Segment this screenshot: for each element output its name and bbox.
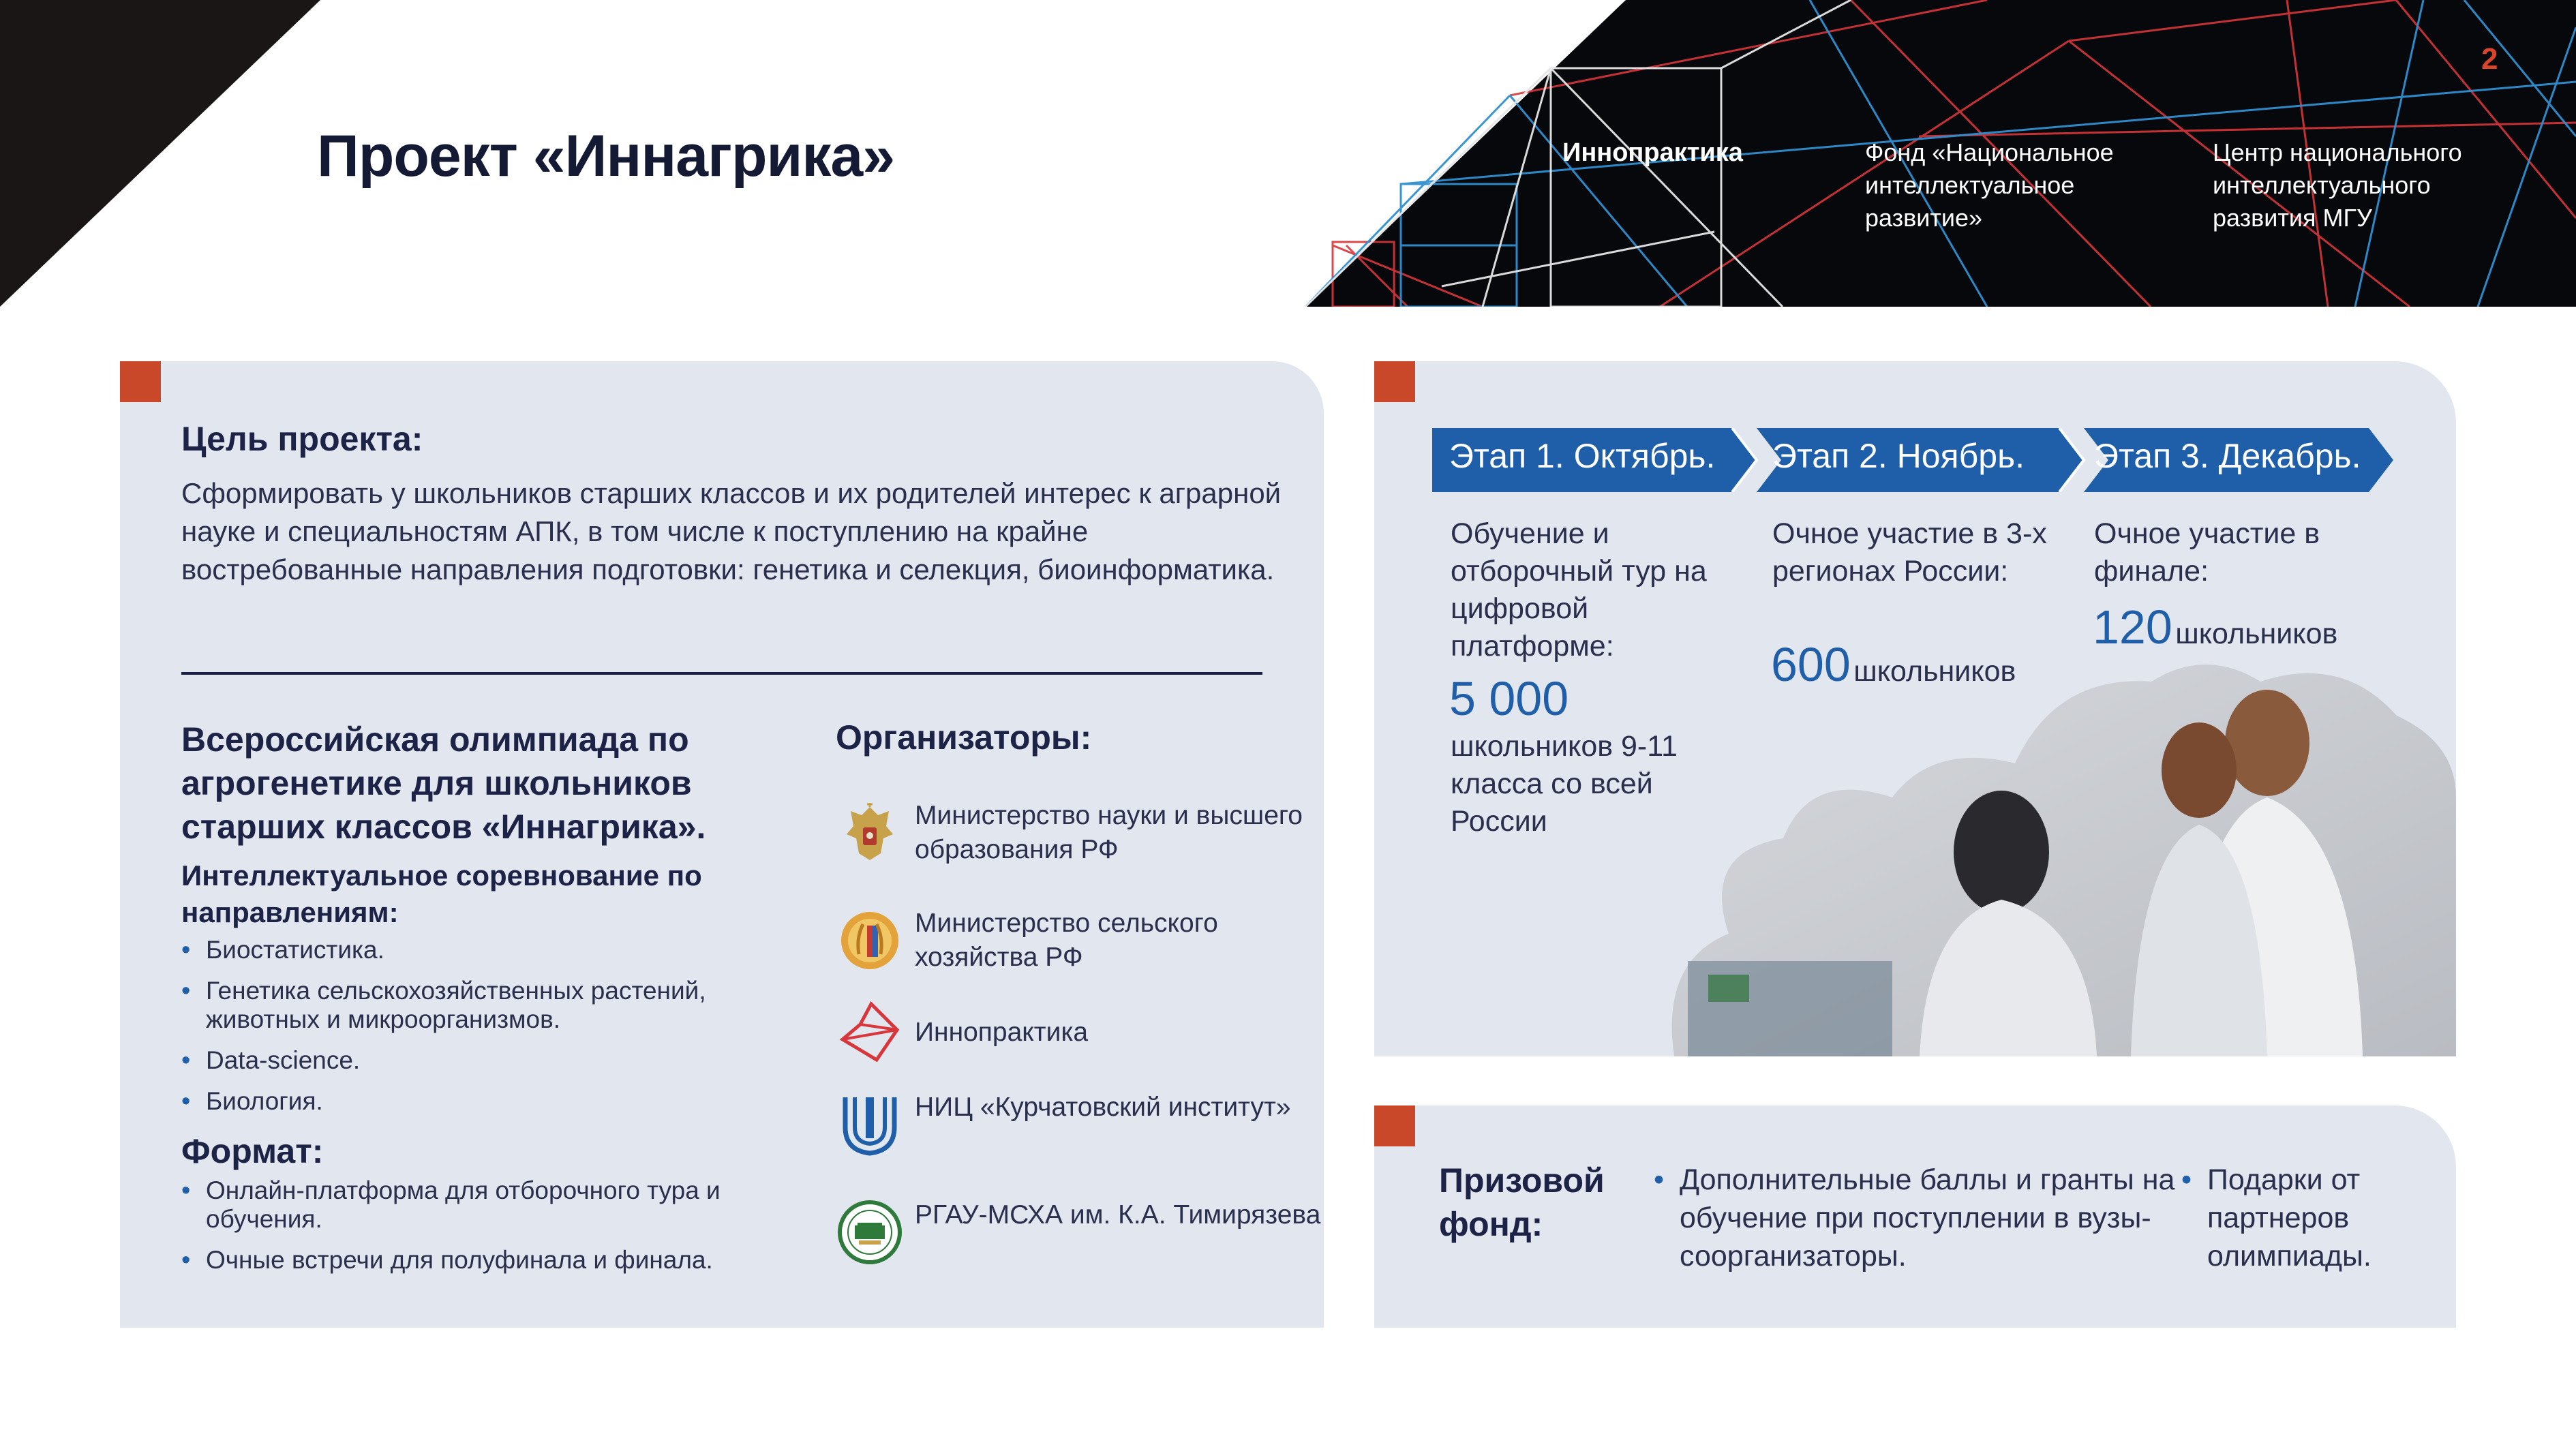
olympiad-subtitle: Интеллектуальное соревнование по направлениям: <box>181 859 702 928</box>
organizer-name: НИЦ «Курчатовский институт» <box>915 1093 1291 1122</box>
coat-of-arms-icon <box>836 799 904 867</box>
list-item: • Биостатистика. <box>181 936 384 964</box>
stage-count <box>2093 600 2337 654</box>
prize-text: Подарки от партнеров олимпиады. <box>2207 1163 2372 1272</box>
list-item: • Data-science. <box>181 1046 361 1075</box>
stage-description: Очное участие в финале: <box>2094 517 2320 588</box>
timiryazev-seal-icon <box>836 1198 904 1266</box>
list-item: • Очные встречи для полуфинала и финала. <box>181 1246 713 1275</box>
organizer-name: РГАУ-МСХА им. К.А. Тимирязева <box>915 1200 1321 1230</box>
direction-text: Генетика сельскохозяйственных растений, животных и микроорганизмов. <box>206 977 706 1033</box>
stage-label: Этап 3. Декабрь. <box>2094 437 2361 475</box>
format-list <box>181 1176 795 1287</box>
list-item: • Онлайн-платформа для отборочного тура и обучения. <box>181 1176 721 1233</box>
prize-fund-title: Призовой фонд: <box>1439 1161 1605 1243</box>
format-text: Очные встречи для полуфинала и финала. <box>206 1246 713 1274</box>
section-marker <box>1374 1105 1415 1146</box>
directions-list <box>181 936 795 1128</box>
organizer-item <box>836 1198 1321 1273</box>
list-item: • Биология. <box>181 1087 323 1116</box>
organizer-item <box>836 1090 1313 1165</box>
direction-text: Data-science. <box>206 1046 361 1074</box>
goal-text: Сформировать у школьников старших классов и их родителей интерес к аграрной науке и специальностям АПК, в том числе к поступлению на крайне востребованные направления подготовки: генетика и селекция, биоинформатика. <box>181 477 1282 585</box>
organizer-item <box>836 799 1313 874</box>
format-text: Онлайн-платформа для отборочного тура и обучения. <box>206 1176 721 1233</box>
organizer-name: Министерство сельского хозяйства РФ <box>915 909 1218 972</box>
corner-decoration <box>0 0 320 307</box>
page-title: Проект «Иннагрика» <box>317 123 895 189</box>
section-marker <box>1374 361 1415 402</box>
header-partner-innopraktika: Иннопрактика <box>1562 138 1743 167</box>
page-number: 2 <box>2481 42 2498 76</box>
stage-number: 5 000 <box>1449 672 1569 725</box>
prize-item: • Дополнительные баллы и гранты на обучение при поступлении в вузы-соорганизаторы. <box>1654 1163 2175 1272</box>
wheat-emblem-icon <box>836 906 904 975</box>
stage-label: Этап 2. Ноябрь. <box>1772 437 2025 475</box>
stage-detail: школьников 9-11 класса со всей России <box>1451 730 1678 838</box>
stage-description: Очное участие в 3-х регионах России: <box>1772 517 2047 588</box>
header-partner-fond: Фонд «Национальное интеллектуальное развитие» <box>1865 138 2114 232</box>
organizer-item <box>836 998 1313 1073</box>
organizer-name: Иннопрактика <box>915 1018 1089 1047</box>
format-title: Формат: <box>181 1132 324 1170</box>
stage-number: 600 <box>1771 638 1851 691</box>
innopraktika-logo-icon <box>836 998 904 1067</box>
olympiad-title: Всероссийская олимпиада по агрогенетике для школьников старших классов «Иннагрика». <box>181 720 706 846</box>
prize-item: • Подарки от партнеров олимпиады. <box>2181 1163 2372 1272</box>
organizer-item <box>836 906 1313 981</box>
header-partner-center: Центр национального интеллектуального развития МГУ <box>2213 138 2462 232</box>
organizer-name: Министерство науки и высшего образования РФ <box>915 801 1303 864</box>
list-item: • Генетика сельскохозяйственных растений, животных и микроорганизмов. <box>181 977 706 1033</box>
goal-title: Цель проекта: <box>181 420 423 458</box>
stage-number: 120 <box>2093 600 2172 654</box>
stage-label: Этап 1. Октябрь. <box>1449 437 1716 475</box>
organizers-title: Организаторы: <box>836 718 1092 757</box>
stage-count <box>1771 637 2016 692</box>
stage-unit: школьников <box>1853 655 2016 688</box>
kurchatov-logo-icon <box>836 1090 904 1159</box>
direction-text: Биостатистика. <box>206 936 384 964</box>
section-marker <box>120 361 161 402</box>
direction-text: Биология. <box>206 1087 323 1115</box>
prize-text: Дополнительные баллы и гранты на обучение при поступлении в вузы-соорганизаторы. <box>1680 1163 2175 1272</box>
stage-unit: школьников <box>2175 617 2338 650</box>
divider <box>181 672 1262 675</box>
stage-description: Обучение и отборочный тур на цифровой платформе: <box>1451 517 1707 662</box>
